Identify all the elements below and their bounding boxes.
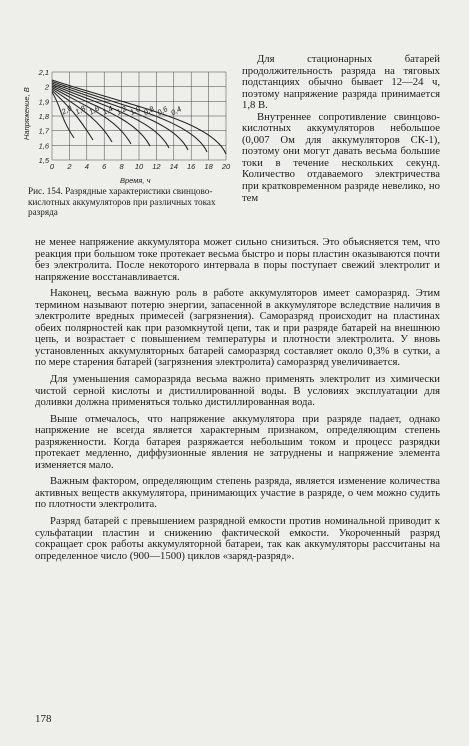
curve-label: 1,0 — [128, 104, 142, 117]
page-number: 178 — [35, 713, 52, 725]
x-tick-label: 8 — [119, 162, 124, 171]
x-axis-label: Время, ч — [120, 176, 151, 185]
paragraph: Выше отмечалось, что напряжение аккумулятора при разряде падает, однако напряжение не всегда является характерным признаком, определяющим степень разряженности. Когда батарея разряжается небольшим током и процесс разрядки протекает медленно, диффузионные явления не затруднены и напряжение элемента изменяется мало. — [35, 412, 440, 471]
x-tick-label: 0 — [49, 162, 55, 171]
curve-label: 0,8 — [142, 104, 156, 118]
paragraph: Наконец, весьма важную роль в работе аккумуляторов имеет саморазряд. Этим термином называют потерю энергии, запасенной в аккумуляторе вследствие наличия в электролите вредных примесей (загрязнения). Саморазряд происходит на пластинах обеих полярностей как при разомкнутой цепи, так и при разряде батарей на внешнюю цепь, и возрастает с повышением температуры и плотности электролита. У вновь установленных аккумуляторных батарей саморазряд составляет около 0,3% в сутки, а по мере старения батарей (загрязнения электролита) саморазряд увеличивается. — [35, 287, 440, 369]
main-text — [35, 237, 440, 562]
y-tick-labels — [38, 68, 50, 165]
paragraph: Для стационарных батарей продолжительность разряда на тяговых подстанциях обычно бывает 12—24 ч, поэтому напряжение разряда принимается 1,8 В. — [242, 53, 440, 112]
x-tick-label: 12 — [152, 162, 161, 171]
y-tick-label: 2 — [44, 82, 49, 92]
x-tick-labels — [50, 162, 231, 171]
curve-label: 0,4 — [169, 104, 183, 118]
paragraph: Разряд батарей с превышением разрядной емкости против номинальной приводит к сульфатации пластин и снижению фактической емкости. Укороченный разряд сокращает срок работы аккумуляторной батареи, так как аккумуляторы рассчитаны на определенное число (900—1500) циклов «заряд-разряд». — [35, 515, 440, 562]
curve-label: 1,8 — [73, 103, 88, 117]
x-tick-label: 20 — [221, 162, 231, 171]
discharge-chart — [20, 62, 238, 187]
paragraph-continuation: не менее напряжение аккумулятора может сильно снизиться. Это объясняется тем, что реакция при большом токе протекает весьма быстро и поры пластин оказываются почти без электролита. После некоторого интервала в поры поступает свежий электролит и напряжение восстанавливается. — [35, 236, 440, 283]
y-axis-label: Напряжение, В — [22, 87, 31, 140]
y-tick-label: 1,7 — [38, 126, 49, 136]
y-tick-label: 1,6 — [38, 141, 49, 151]
paragraph: Важным фактором, определяющим степень разряда, является изменение количества активных веществ аккумулятора, принимающих участие в разряде, о чем можно судить по плотности электролита. — [35, 475, 440, 511]
curve-label: 1,4 — [100, 103, 115, 117]
x-tick-label: 10 — [134, 162, 144, 171]
y-tick-label: 1,8 — [38, 112, 49, 121]
curve-label: 2,0 — [59, 103, 74, 117]
curve-label: 0,6 — [155, 104, 170, 118]
x-tick-label: 2 — [67, 162, 72, 171]
y-tick-label: 1,9 — [38, 97, 49, 107]
x-tick-label: 6 — [102, 162, 107, 171]
x-tick-label: 18 — [204, 162, 213, 171]
x-tick-label: 4 — [84, 162, 89, 171]
y-tick-label: 2,1 — [38, 68, 49, 77]
curve-label: 1,6 — [87, 103, 101, 117]
curve-label: 1,2 — [114, 103, 129, 117]
right-column-text — [242, 54, 440, 204]
y-tick-label: 1,5 — [38, 156, 49, 165]
paragraph: Внутреннее сопротивление свинцово-кислотных аккумуляторов небольшое (0,007 Ом для аккумуляторов СК-1), поэтому они могут давать весьма большие токи в течение нескольких секунд. Количество отдаваемого электричества при кратковременном разряде невелико, но тем — [242, 110, 440, 204]
x-tick-label: 14 — [169, 162, 178, 171]
x-tick-label: 16 — [187, 162, 196, 171]
figure-caption: Рис. 154. Разрядные характеристики свинцово-кислотных аккумуляторов при различных токах разряда — [28, 186, 216, 218]
paragraph: Для уменьшения саморазряда весьма важно применять электролит из химически чистой серной кислоты и дистиллированной воды. В условиях эксплуатации для доливки должна применяться только дистиллированная вода. — [35, 373, 440, 409]
